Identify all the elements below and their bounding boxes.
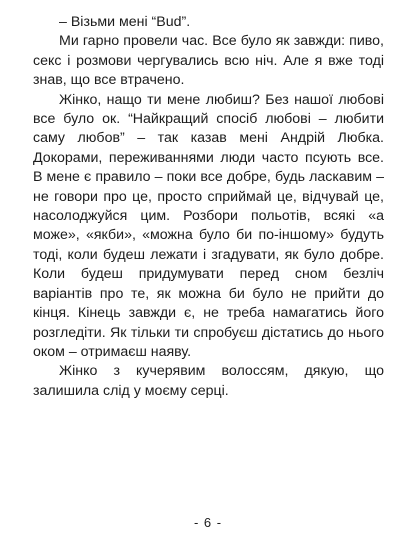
paragraph: – Візьми мені “Bud”.: [59, 14, 191, 30]
page-number: - 6 -: [193, 515, 223, 530]
paragraph: Ми гарно провели час. Все було як завжди: пиво, секс і розмови чергувались всю ніч. Але я вже тоді знав, що все втрачено.: [33, 33, 384, 89]
paragraph: Жінко, нащо ти мене любиш? Без нашої любові все було ок. “Найкращий спосіб любові – любити саму любов” – так казав мені Андрій Любка. Докорами, переживаннями люди часто псують все. В мене є правило – поки все добре, будь ласкавим – не говори про це, просто сприймай це, відчувай це, насолоджуйся цим. Розбори польотів, всякі «а може», «якби», «можна було би по-іншому» будуть тоді, коли будеш лежати і згадувати, як було добре. Коли будеш придумувати перед сном безліч варіантів про те, як можна би було не прийти до кінця. Кінець завжди є, не треба намагатись його розгледіти. Як тільки ти спробуєш дістатись до нього оком – отримаєш наяву.: [33, 91, 384, 360]
paragraph: Жінко з кучерявим волоссям, дякую, що залишила слід у моєму серці.: [33, 363, 384, 399]
body-text: [33, 13, 384, 401]
